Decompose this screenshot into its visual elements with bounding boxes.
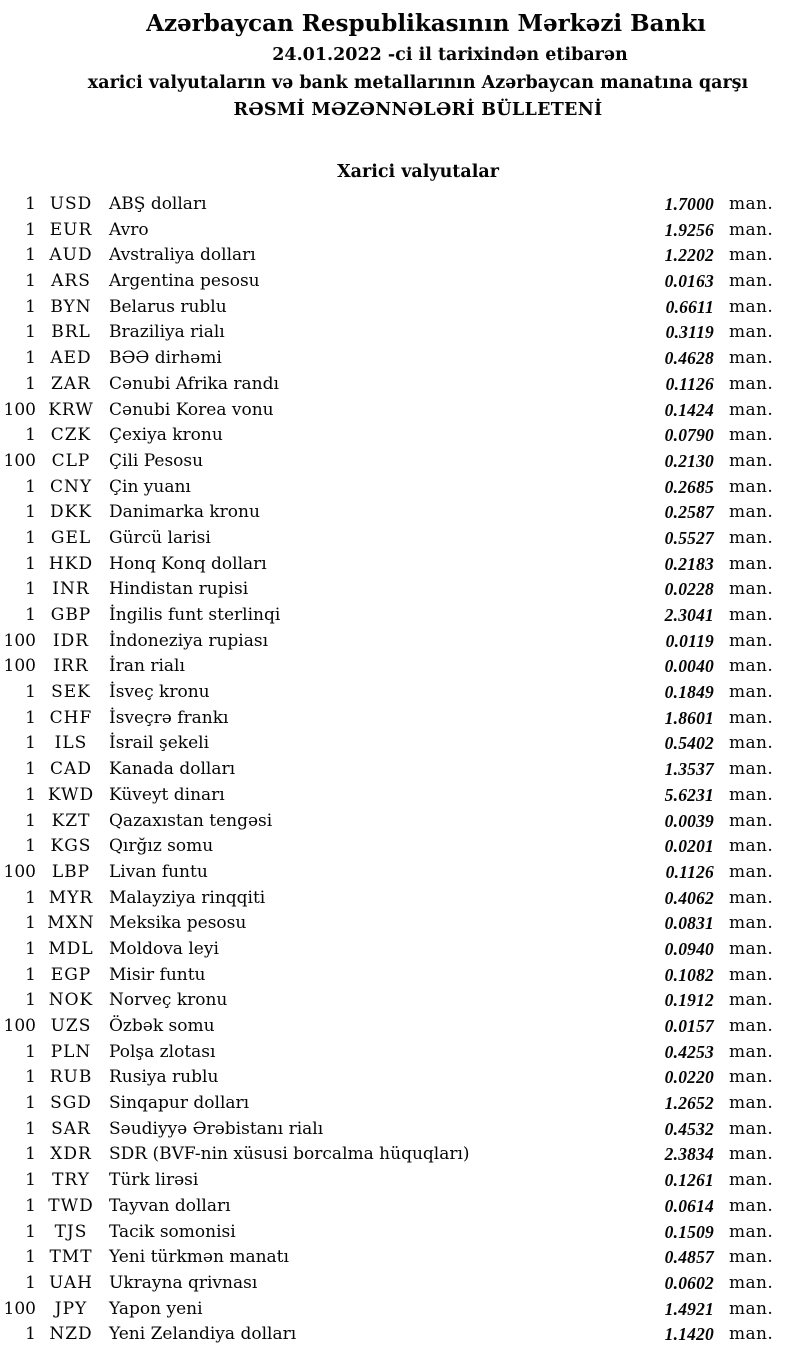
row-currency-name: Qırğız somu [109, 836, 214, 857]
table-row [0, 192, 774, 218]
row-quantity: 1 [25, 219, 36, 240]
row-rate-value: 1.7000 [664, 194, 714, 214]
row-currency-name: İsveç kronu [109, 682, 210, 703]
row-currency-name: Kanada dolları [109, 759, 236, 780]
row-unit-label: man. [729, 348, 774, 369]
row-quantity: 1 [25, 579, 36, 600]
row-quantity: 1 [25, 938, 36, 959]
table-row [0, 526, 774, 552]
row-unit-label: man. [729, 1221, 774, 1242]
row-currency-code: TRY [52, 1170, 90, 1191]
row-currency-code: IDR [52, 630, 90, 651]
row-rate-value: 0.1126 [665, 373, 714, 394]
bulletin-header [18, 9, 800, 184]
row-currency-name: Yeni türkmən manatı [109, 1247, 289, 1268]
row-currency-code: CHF [49, 707, 93, 728]
row-rate-value: 0.0039 [664, 810, 714, 831]
row-unit-label: man. [729, 1041, 774, 1062]
row-rate-value: 0.1261 [664, 1170, 714, 1191]
row-currency-code: KRW [48, 399, 94, 420]
row-unit-label: man. [729, 553, 774, 574]
row-unit-label: man. [729, 810, 774, 831]
row-quantity: 1 [25, 784, 36, 805]
row-rate-value: 0.0790 [664, 425, 714, 446]
row-unit-label: man. [729, 1247, 774, 1268]
row-quantity: 1 [25, 1067, 36, 1088]
table-row [0, 886, 774, 912]
row-currency-name: Polşa zlotası [109, 1041, 216, 1062]
row-quantity: 1 [25, 1041, 36, 1062]
row-rate-value: 0.4532 [664, 1118, 714, 1139]
row-rate-value: 1.2652 [664, 1093, 714, 1114]
table-row [0, 629, 774, 655]
row-currency-code: BYN [50, 296, 92, 317]
row-rate-value: 0.0602 [664, 1272, 714, 1293]
row-currency-code: BRL [51, 322, 91, 343]
row-currency-name: Sinqapur dolları [109, 1093, 250, 1114]
table-row [0, 680, 774, 706]
row-quantity: 1 [25, 605, 36, 625]
row-quantity: 1 [25, 502, 36, 523]
table-row [0, 398, 774, 424]
row-currency-name: İsrail şekeli [109, 733, 209, 754]
row-currency-name: Özbək somu [109, 1016, 215, 1036]
row-quantity: 1 [25, 836, 36, 857]
row-unit-label: man. [729, 476, 774, 497]
row-currency-name: İsveçrə frankı [109, 707, 229, 728]
row-rate-value: 1.9256 [664, 219, 714, 240]
row-unit-label: man. [729, 1144, 774, 1165]
row-quantity: 1 [25, 682, 36, 703]
row-quantity: 100 [3, 1298, 36, 1319]
row-quantity: 1 [25, 759, 36, 780]
table-row [0, 1142, 774, 1168]
row-rate-value: 0.5527 [664, 527, 714, 548]
row-rate-value: 0.1849 [664, 682, 714, 703]
row-rate-value: 2.3834 [664, 1144, 714, 1165]
table-row [0, 988, 774, 1014]
row-currency-name: Malayziya rinqqiti [109, 887, 266, 908]
row-rate-value: 5.6231 [664, 784, 714, 805]
row-currency-code: SGD [50, 1093, 92, 1114]
row-unit-label: man. [729, 605, 774, 625]
table-row [0, 372, 774, 398]
table-row [0, 834, 774, 860]
table-row [0, 757, 774, 783]
row-currency-name: Qazaxıstan tengəsi [109, 810, 273, 831]
row-rate-value: 0.2685 [664, 476, 714, 497]
row-unit-label: man. [729, 990, 774, 1011]
table-row [0, 577, 774, 603]
row-quantity: 1 [25, 990, 36, 1011]
row-currency-code: TMT [49, 1247, 93, 1268]
row-quantity: 1 [25, 1170, 36, 1191]
row-currency-code: GEL [50, 527, 92, 548]
table-row [0, 963, 774, 989]
effective-date-line: 24.01.2022 -ci il tarixindən etibarən [272, 45, 628, 65]
row-currency-name: Argentina pesosu [109, 271, 260, 292]
table-row [0, 1014, 774, 1040]
row-currency-code: CZK [50, 425, 92, 446]
row-currency-name: İndoneziya rupiası [109, 630, 269, 651]
bulletin-page [0, 9, 800, 1353]
table-row [0, 552, 774, 578]
row-quantity: 1 [25, 271, 36, 292]
row-currency-code: MYR [48, 887, 94, 908]
row-unit-label: man. [729, 399, 774, 420]
row-rate-value: 0.0201 [664, 836, 714, 857]
table-row [0, 860, 774, 886]
row-currency-name: Cənubi Korea vonu [109, 399, 274, 420]
row-rate-value: 1.8601 [664, 707, 714, 728]
row-quantity: 1 [25, 1247, 36, 1268]
table-row [0, 1168, 774, 1194]
table-row [0, 731, 774, 757]
row-rate-value: 0.4857 [664, 1247, 714, 1268]
table-row [0, 1117, 774, 1143]
row-quantity: 100 [3, 861, 36, 882]
row-quantity: 1 [25, 245, 36, 266]
row-rate-value: 1.2202 [664, 245, 714, 266]
row-currency-name: Rusiya rublu [109, 1067, 219, 1088]
row-currency-code: DKK [49, 502, 93, 523]
row-quantity: 1 [25, 425, 36, 446]
row-currency-code: ILS [54, 733, 88, 754]
table-row [0, 1271, 774, 1297]
row-quantity: 1 [25, 1093, 36, 1114]
row-currency-name: İran rialı [109, 656, 185, 677]
row-currency-code: SAR [51, 1118, 91, 1139]
row-quantity: 1 [25, 527, 36, 548]
row-quantity: 1 [25, 348, 36, 369]
row-unit-label: man. [729, 527, 774, 548]
row-unit-label: man. [729, 425, 774, 446]
row-unit-label: man. [729, 373, 774, 394]
row-currency-name: Küveyt dinarı [109, 784, 225, 805]
table-row [0, 1091, 774, 1117]
row-currency-name: İngilis funt sterlinqi [109, 605, 281, 625]
row-currency-name: Braziliya rialı [109, 322, 225, 343]
row-unit-label: man. [729, 707, 774, 728]
row-rate-value: 0.0220 [664, 1067, 714, 1088]
table-row [0, 654, 774, 680]
row-rate-value: 0.0119 [665, 630, 714, 651]
row-rate-value: 0.0157 [664, 1016, 714, 1036]
table-row [0, 809, 774, 835]
table-row [0, 1322, 774, 1348]
row-rate-value: 0.0228 [664, 579, 714, 600]
row-quantity: 100 [3, 1016, 36, 1036]
row-currency-name: BƏƏ dirhəmi [109, 348, 222, 369]
row-currency-code: USD [49, 194, 93, 214]
row-currency-code: KWD [47, 784, 95, 805]
row-unit-label: man. [729, 296, 774, 317]
row-unit-label: man. [729, 1324, 774, 1345]
row-unit-label: man. [729, 1118, 774, 1139]
row-currency-name: Danimarka kronu [109, 502, 260, 523]
row-rate-value: 0.1126 [665, 861, 714, 882]
row-currency-name: Tacik somonisi [109, 1221, 236, 1242]
row-unit-label: man. [729, 1016, 774, 1036]
row-currency-name: Avstraliya dolları [109, 245, 256, 266]
row-rate-value: 0.4628 [664, 348, 714, 369]
row-quantity: 100 [3, 630, 36, 651]
row-unit-label: man. [729, 450, 774, 471]
table-row [0, 295, 774, 321]
row-unit-label: man. [729, 682, 774, 703]
row-currency-name: Yapon yeni [109, 1298, 203, 1319]
row-rate-value: 0.1509 [664, 1221, 714, 1242]
table-row [0, 449, 774, 475]
row-rate-value: 0.0614 [664, 1195, 714, 1216]
row-rate-value: 0.4062 [664, 887, 714, 908]
row-currency-name: Avro [109, 219, 149, 240]
row-currency-code: CAD [50, 759, 92, 780]
table-row [0, 911, 774, 937]
row-quantity: 1 [25, 194, 36, 214]
row-currency-name: Belarus rublu [109, 296, 227, 317]
row-rate-value: 0.6611 [665, 296, 714, 317]
table-row [0, 243, 774, 269]
row-currency-name: Türk lirəsi [109, 1170, 199, 1191]
table-row [0, 500, 774, 526]
row-quantity: 1 [25, 707, 36, 728]
row-currency-name: Norveç kronu [109, 990, 228, 1011]
row-currency-code: RUB [49, 1067, 93, 1088]
row-quantity: 1 [25, 1144, 36, 1165]
row-currency-name: Hindistan rupisi [109, 579, 249, 600]
row-unit-label: man. [729, 1298, 774, 1319]
row-currency-name: Livan funtu [109, 861, 208, 882]
row-rate-value: 1.4921 [664, 1298, 714, 1319]
row-rate-value: 0.1082 [664, 964, 714, 985]
row-unit-label: man. [729, 964, 774, 985]
row-currency-code: SEK [51, 682, 91, 703]
row-rate-value: 0.0940 [664, 938, 714, 959]
row-currency-code: TWD [48, 1195, 94, 1216]
table-row [0, 1297, 774, 1323]
row-currency-name: Moldova leyi [109, 938, 219, 959]
row-currency-code: AED [50, 348, 92, 369]
table-row [0, 603, 774, 629]
row-unit-label: man. [729, 502, 774, 523]
row-rate-value: 0.5402 [664, 733, 714, 754]
row-rate-value: 0.2183 [664, 553, 714, 574]
table-row [0, 320, 774, 346]
table-row [0, 783, 774, 809]
row-unit-label: man. [729, 579, 774, 600]
row-currency-code: GBP [50, 605, 92, 625]
row-rate-value: 0.2587 [664, 502, 714, 523]
row-unit-label: man. [729, 271, 774, 292]
row-currency-code: KZT [51, 810, 91, 831]
row-currency-code: MXN [47, 913, 95, 934]
row-quantity: 1 [25, 1324, 36, 1345]
row-quantity: 1 [25, 373, 36, 394]
row-quantity: 1 [25, 733, 36, 754]
table-row [0, 218, 774, 244]
row-currency-code: HKD [48, 553, 94, 574]
table-row [0, 1220, 774, 1246]
table-row [0, 475, 774, 501]
row-currency-name: Ukrayna qrivnası [109, 1272, 258, 1293]
row-rate-value: 1.3537 [664, 759, 714, 780]
table-row [0, 706, 774, 732]
row-unit-label: man. [729, 759, 774, 780]
row-rate-value: 1.1420 [664, 1324, 714, 1345]
row-quantity: 1 [25, 964, 36, 985]
row-currency-code: PLN [50, 1041, 92, 1062]
bulletin-subtitle: xarici valyutaların və bank metallarının Azərbaycan manatına qarşı [87, 73, 749, 93]
row-quantity: 100 [3, 656, 36, 677]
row-unit-label: man. [729, 194, 774, 214]
section-title-foreign-currencies: Xarici valyutalar [337, 162, 499, 182]
row-quantity: 1 [25, 1195, 36, 1216]
row-currency-code: CLP [51, 450, 91, 471]
row-unit-label: man. [729, 733, 774, 754]
bank-title: Azərbaycan Respublikasının Mərkəzi Bankı [146, 10, 706, 37]
row-quantity: 1 [25, 322, 36, 343]
row-unit-label: man. [729, 1195, 774, 1216]
row-currency-code: EUR [49, 219, 93, 240]
row-currency-code: NOK [48, 990, 94, 1011]
row-rate-value: 0.0040 [664, 656, 714, 677]
row-quantity: 1 [25, 887, 36, 908]
bulletin-title: RƏSMİ MƏZƏNNƏLƏRİ BÜLLETENİ [233, 100, 603, 120]
row-currency-code: CNY [49, 476, 93, 497]
row-currency-name: Misir funtu [109, 964, 206, 985]
row-currency-code: KGS [50, 836, 92, 857]
row-currency-name: Meksika pesosu [109, 913, 247, 934]
row-currency-code: MDL [48, 938, 94, 959]
row-rate-value: 0.1424 [664, 399, 714, 420]
row-rate-value: 0.4253 [664, 1041, 714, 1062]
row-currency-name: Tayvan dolları [109, 1195, 231, 1216]
row-currency-name: Yeni Zelandiya dolları [109, 1324, 297, 1345]
row-currency-code: ZAR [51, 373, 91, 394]
row-currency-name: Honq Konq dolları [109, 553, 267, 574]
row-currency-code: ARS [51, 271, 91, 292]
row-currency-code: INR [52, 579, 90, 600]
row-unit-label: man. [729, 245, 774, 266]
row-unit-label: man. [729, 322, 774, 343]
row-unit-label: man. [729, 836, 774, 857]
row-currency-code: LBP [51, 861, 91, 882]
table-row [0, 423, 774, 449]
table-row [0, 1040, 774, 1066]
row-rate-value: 0.0163 [664, 271, 714, 292]
table-row [0, 1194, 774, 1220]
row-currency-code: EGP [50, 964, 92, 985]
row-unit-label: man. [729, 630, 774, 651]
row-currency-code: XDR [50, 1144, 92, 1165]
row-quantity: 1 [25, 476, 36, 497]
row-unit-label: man. [729, 656, 774, 677]
row-rate-value: 0.2130 [664, 450, 714, 471]
row-unit-label: man. [729, 913, 774, 934]
row-unit-label: man. [729, 861, 774, 882]
row-quantity: 1 [25, 810, 36, 831]
table-row [0, 1245, 774, 1271]
row-quantity: 1 [25, 1118, 36, 1139]
row-rate-value: 2.3041 [664, 605, 714, 625]
row-currency-code: JPY [54, 1298, 88, 1319]
row-rate-value: 0.0831 [664, 913, 714, 934]
row-unit-label: man. [729, 938, 774, 959]
row-unit-label: man. [729, 219, 774, 240]
table-row [0, 937, 774, 963]
row-currency-name: Cənubi Afrika randı [109, 373, 279, 394]
row-unit-label: man. [729, 887, 774, 908]
row-currency-name: Çexiya kronu [109, 425, 223, 446]
table-row [0, 269, 774, 295]
row-quantity: 100 [3, 450, 36, 471]
table-row [0, 346, 774, 372]
row-unit-label: man. [729, 1272, 774, 1293]
table-row [0, 1065, 774, 1091]
row-currency-code: UAH [49, 1272, 93, 1293]
row-rate-value: 0.3119 [665, 322, 714, 343]
row-currency-code: IRR [53, 656, 89, 677]
rates-table [0, 192, 800, 1348]
row-currency-name: Çin yuanı [109, 476, 191, 497]
row-quantity: 1 [25, 1272, 36, 1293]
row-currency-name: Səudiyyə Ərəbistanı rialı [109, 1118, 324, 1139]
row-currency-code: UZS [50, 1016, 92, 1036]
row-unit-label: man. [729, 784, 774, 805]
row-currency-name: SDR (BVF-nin xüsusi borcalma hüquqları) [109, 1144, 470, 1165]
row-currency-name: Çili Pesosu [109, 450, 204, 471]
row-unit-label: man. [729, 1093, 774, 1114]
row-currency-code: AUD [49, 245, 93, 266]
row-currency-code: NZD [49, 1324, 93, 1345]
row-unit-label: man. [729, 1067, 774, 1088]
row-unit-label: man. [729, 1170, 774, 1191]
row-quantity: 1 [25, 296, 36, 317]
row-quantity: 1 [25, 553, 36, 574]
row-rate-value: 0.1912 [664, 990, 714, 1011]
row-currency-code: TJS [54, 1221, 88, 1242]
row-currency-name: Gürcü larisi [109, 527, 211, 548]
row-currency-name: ABŞ dolları [109, 194, 207, 214]
row-quantity: 1 [25, 1221, 36, 1242]
row-quantity: 1 [25, 913, 36, 934]
row-quantity: 100 [3, 399, 36, 420]
